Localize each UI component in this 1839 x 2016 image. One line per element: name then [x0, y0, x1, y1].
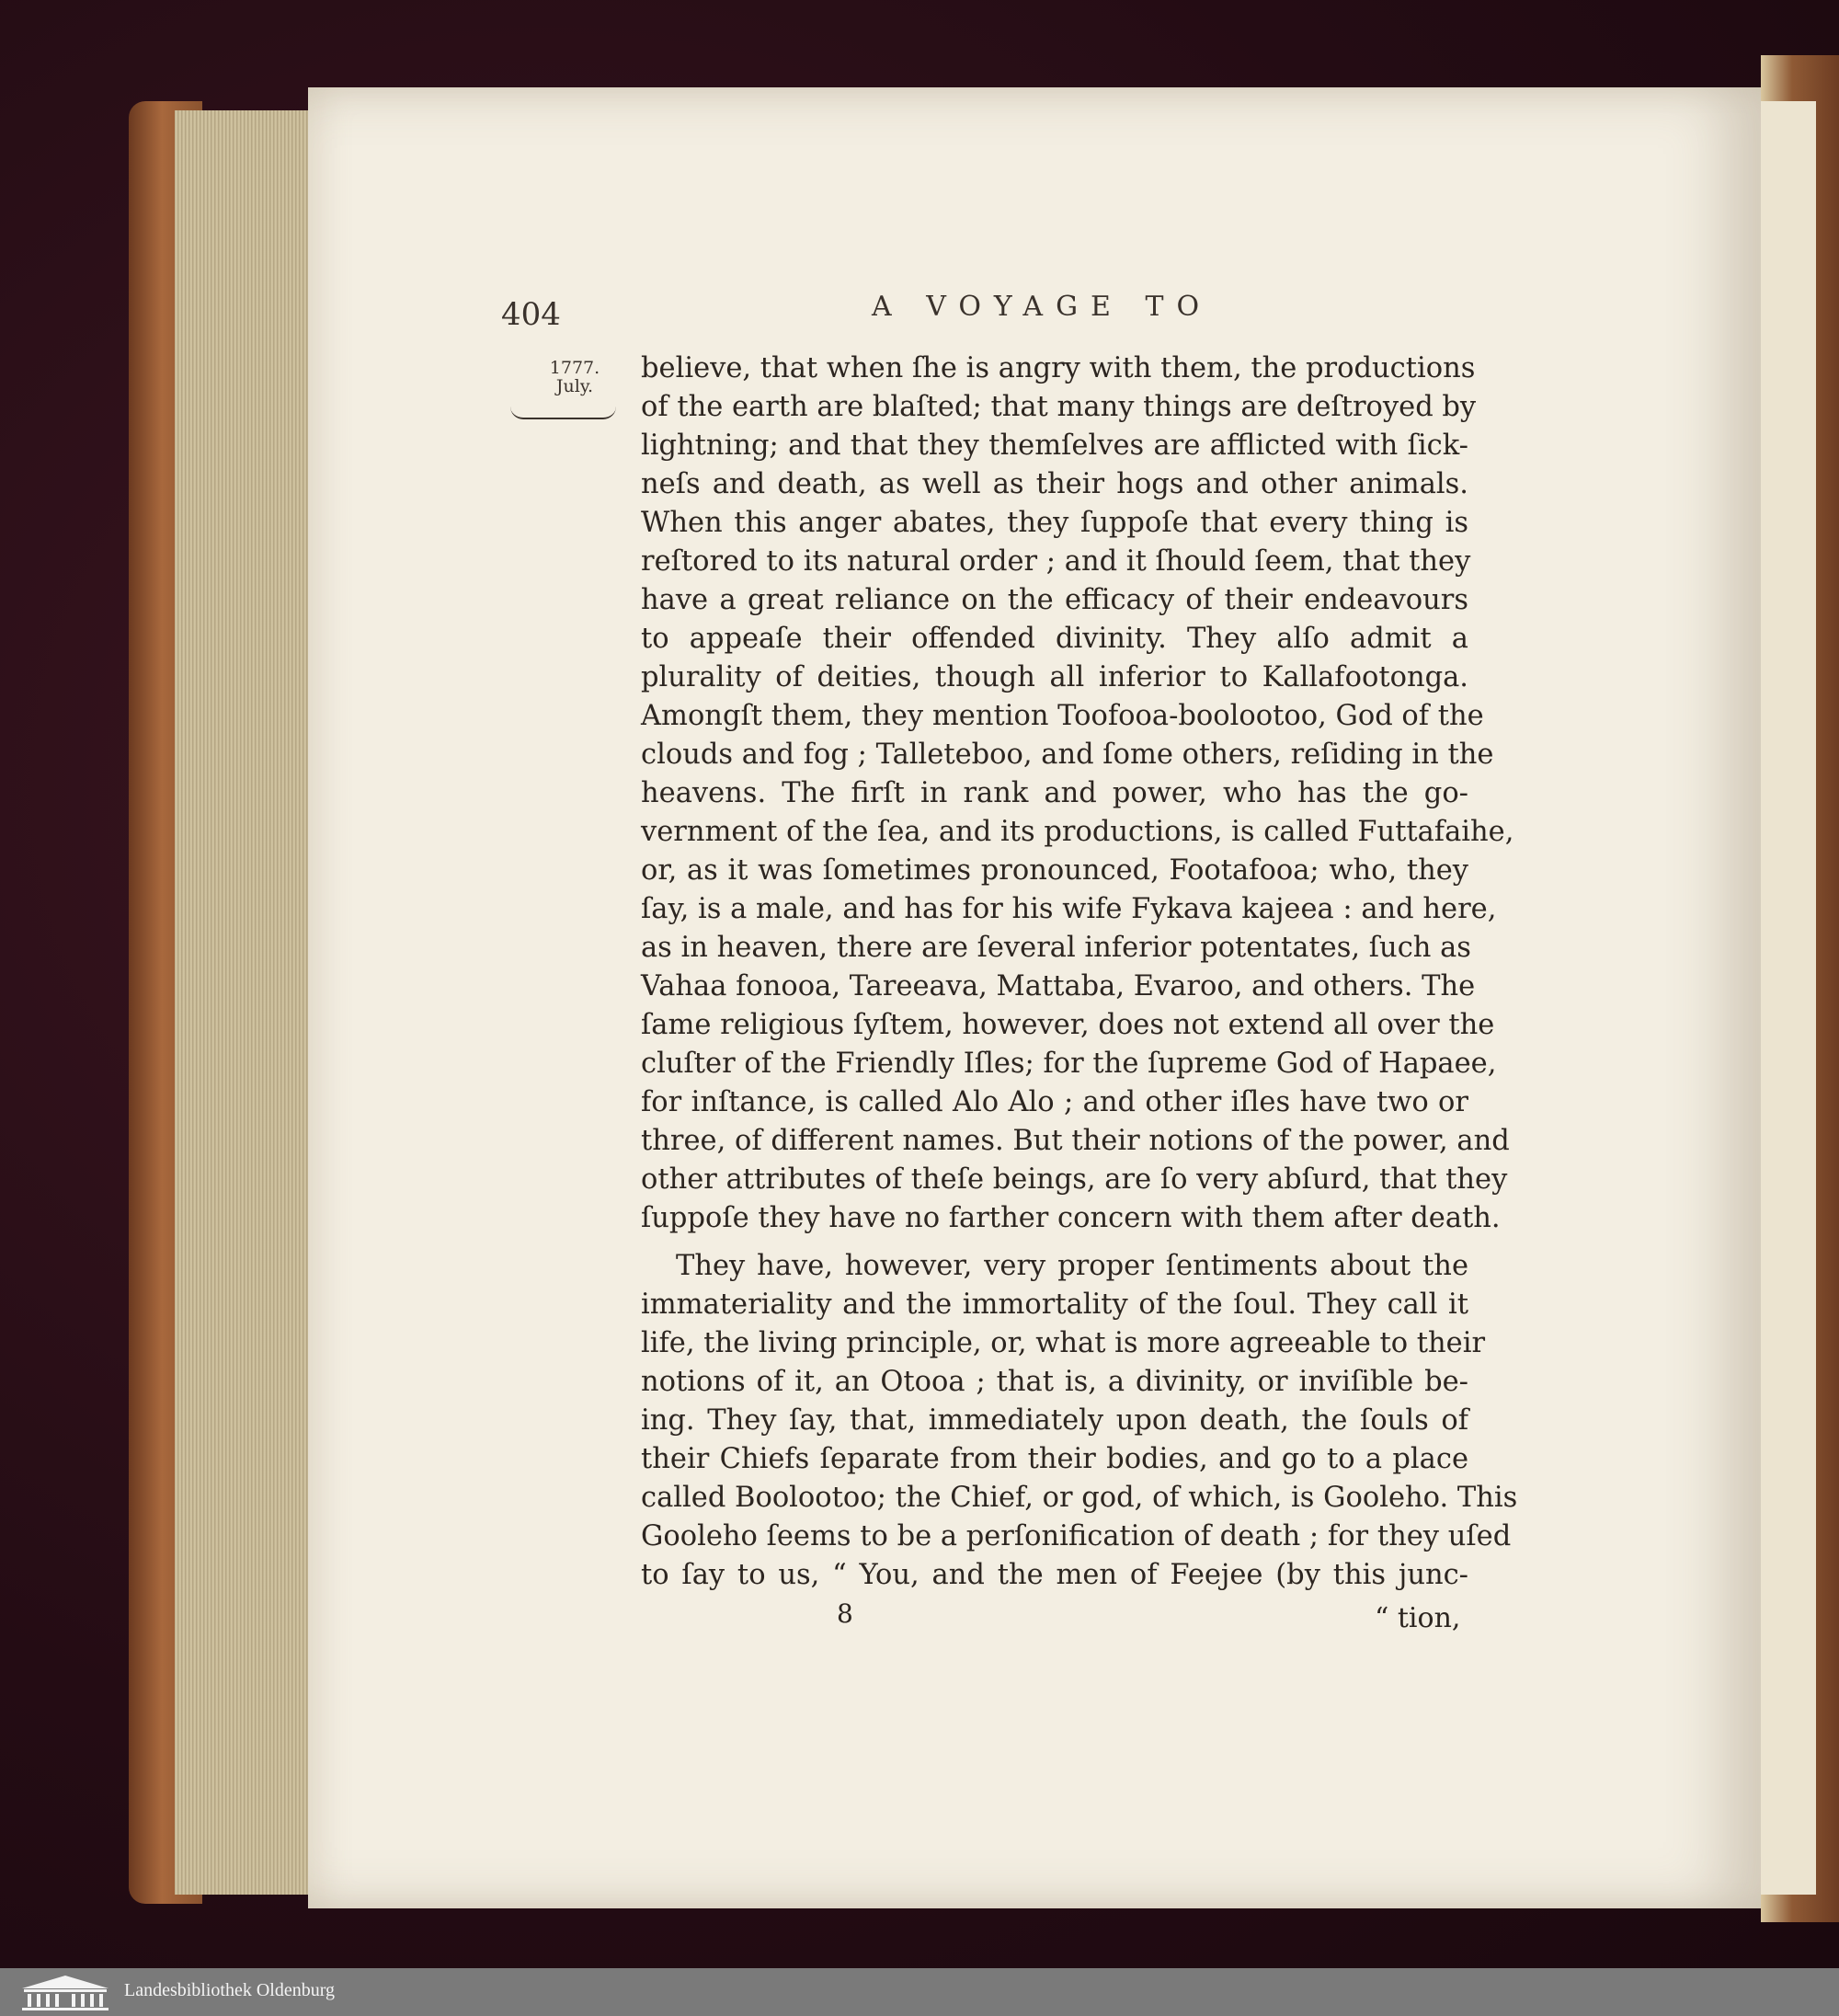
text-line: reſtored to its natural order ; and it ſhould ſeem, that they: [641, 545, 1471, 578]
text-line: heavens. The firſt in rank and power, who has the go-: [641, 777, 1468, 809]
marginal-note: [533, 359, 616, 395]
text-line: to appeaſe their offended divinity. They alſo admit a: [641, 623, 1468, 655]
text-line: other attributes of theſe beings, are ſo very abſurd, that they: [641, 1163, 1508, 1196]
footer-bar: [0, 1968, 1839, 2016]
text-line: notions of it, an Otooa ; that is, a divinity, or inviſible be-: [641, 1366, 1468, 1398]
text-line: Amongſt them, they mention Toofooa-boolootoo, God of the: [641, 700, 1484, 732]
text-line: Gooleho ſeems to be a perſonification of death ; for they uſed: [641, 1520, 1512, 1552]
text-line: They have, however, very proper ſentiments about the: [676, 1250, 1468, 1282]
paragraph-gap: [641, 1238, 1468, 1247]
text-line: neſs and death, as well as their hogs and other animals.: [641, 468, 1468, 500]
running-head: A VOYAGE TO: [872, 291, 1213, 323]
text-line: have a great reliance on the efficacy of their endeavours: [641, 584, 1468, 616]
text-line: their Chiefs ſeparate from their bodies, and go to a place: [641, 1443, 1468, 1475]
text-line: ſay, is a male, and has for his wife Fykava kajeea : and here,: [641, 893, 1497, 925]
page-number: 404: [501, 296, 561, 333]
text-line: as in heaven, there are ſeveral inferior potentates, ſuch as: [641, 932, 1471, 964]
library-building-icon: [20, 1974, 110, 2010]
text-line: lightning; and that they themſelves are afflicted with ſick-: [641, 430, 1468, 462]
text-line: ſuppoſe they have no farther concern with them after death.: [641, 1202, 1501, 1234]
signature-mark: 8: [837, 1598, 853, 1629]
marginal-brace: [510, 405, 616, 419]
text-line: immateriality and the immortality of the ſoul. They call it: [641, 1289, 1468, 1321]
text-line: ing. They ſay, that, immediately upon death, the ſouls of: [641, 1404, 1468, 1437]
text-line: called Boolootoo; the Chief, or god, of which, is Gooleho. This: [641, 1482, 1518, 1514]
text-line: Vahaa fonooa, Tareeava, Mattaba, Evaroo, and others. The: [641, 970, 1476, 1002]
text-line: vernment of the ſea, and its productions, is called Futtafaihe,: [641, 816, 1514, 848]
text-line: life, the living principle, or, what is more agreeable to their: [641, 1327, 1486, 1359]
body-text: [641, 349, 1518, 1595]
text-line: plurality of deities, though all inferior to Kallafootonga.: [641, 661, 1468, 693]
text-line: for inſtance, is called Alo Alo ; and other iſles have two or: [641, 1086, 1468, 1118]
text-line: to ſay to us, “ You, and the men of Feejee (by this junc-: [641, 1559, 1468, 1591]
text-line: or, as it was ſometimes pronounced, Footafooa; who, they: [641, 854, 1468, 887]
facing-page-edge: [1761, 101, 1816, 1895]
text-line: clouds and fog ; Talleteboo, and ſome others, reſiding in the: [641, 739, 1494, 771]
catchword: “ tion,: [1375, 1602, 1461, 1634]
text-line: cluſter of the Friendly Iſles; for the ſupreme God of Hapaee,: [641, 1048, 1497, 1080]
text-line: three, of different names. But their notions of the power, and: [641, 1125, 1510, 1157]
library-name: Landesbibliothek Oldenburg: [124, 1980, 336, 2000]
marginal-year: 1777.: [549, 358, 600, 378]
marginal-month: July.: [555, 376, 594, 396]
text-line: of the earth are blaſted; that many things are deſtroyed by: [641, 391, 1477, 423]
page-edges: [175, 110, 313, 1895]
text-line: When this anger abates, they ſuppoſe that every thing is: [641, 507, 1468, 539]
text-line: ſame religious ſyſtem, however, does not extend all over the: [641, 1009, 1495, 1041]
text-line: believe, that when ſhe is angry with them, the productions: [641, 352, 1476, 384]
